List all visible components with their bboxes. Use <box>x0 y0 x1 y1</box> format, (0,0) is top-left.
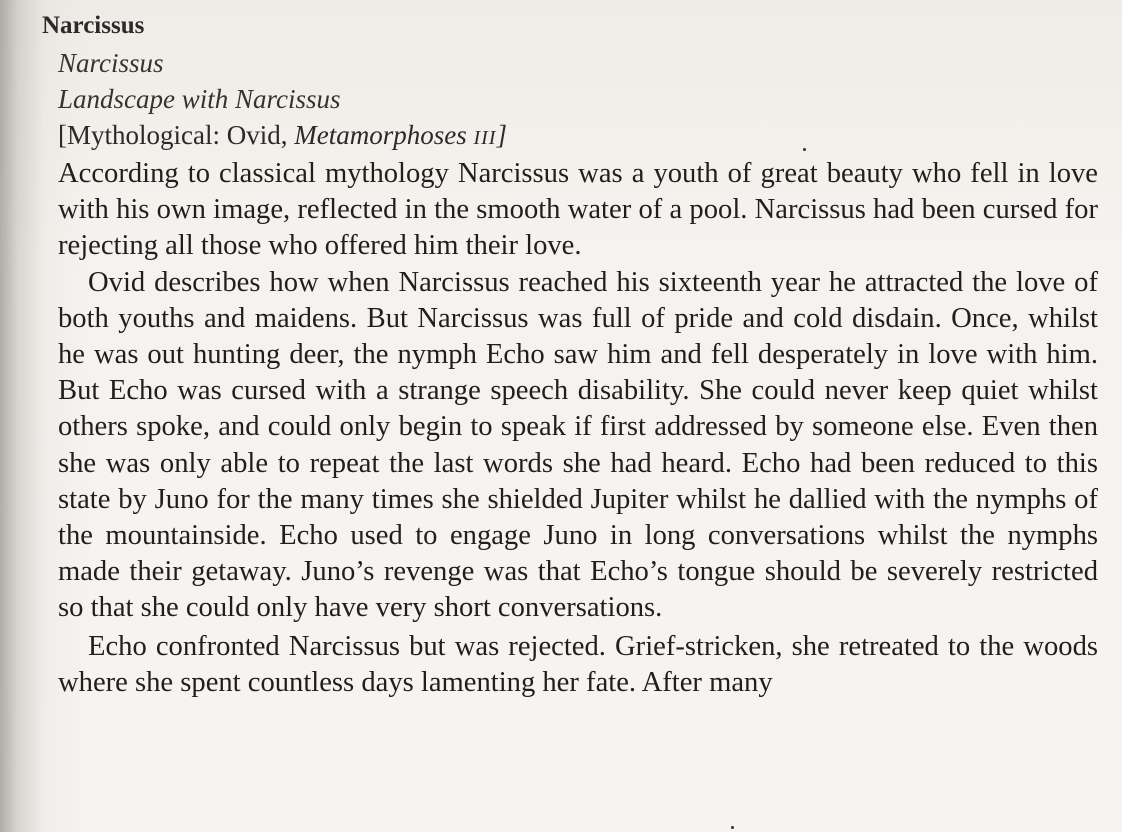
show-through-text <box>360 0 368 30</box>
entry-subtitle-1: Narcissus <box>58 48 164 78</box>
paragraph-3: Echo confronted Narcissus but was rejected. Grief-stricken, she retreated to the woods where she spent countless days lamenting her fate. After many <box>58 630 1098 698</box>
speck-mark <box>803 148 806 151</box>
source-suffix: ] <box>496 120 507 150</box>
source-reference <box>58 120 507 151</box>
paragraph-2: Ovid describes how when Narcissus reached his sixteenth year he attracted the love of both youths and maidens. But Narcissus was full of pride and cold disdain. Once, whilst he was out hunting deer, the nymph Echo saw him and fell desperately in love with him. But Echo was cursed with a strange speech disability. She could never keep quiet whilst others spoke, and could only begin to speak if first addressed by someone else. Even then she was only able to repeat the last words she had heard. Echo had been reduced to this state by Juno for the many times she shielded Jupiter whilst he dallied with the nymphs of the mountainside. Echo used to engage Juno in long conversations whilst the nymphs made their getaway. Juno’s revenge was that Echo’s tongue should be severely restricted so that she could only have very short conversations. <box>58 266 1098 624</box>
entry-subtitle-2: Landscape with Narcissus <box>58 84 341 114</box>
speck-mark <box>731 826 734 829</box>
paragraph-1: According to classical mythology Narcissus was a youth of great beauty who fell in love with his own image, reflected in the smooth water of a pool. Narcissus had been cursed for rejecting all those who offered him their love. <box>58 158 1098 262</box>
entry-heading: Narcissus <box>42 12 145 39</box>
entry-body <box>58 156 1098 701</box>
source-work: Metamorphoses <box>294 120 467 150</box>
source-book: III <box>473 127 497 149</box>
source-prefix: [Mythological: Ovid, <box>58 120 295 150</box>
